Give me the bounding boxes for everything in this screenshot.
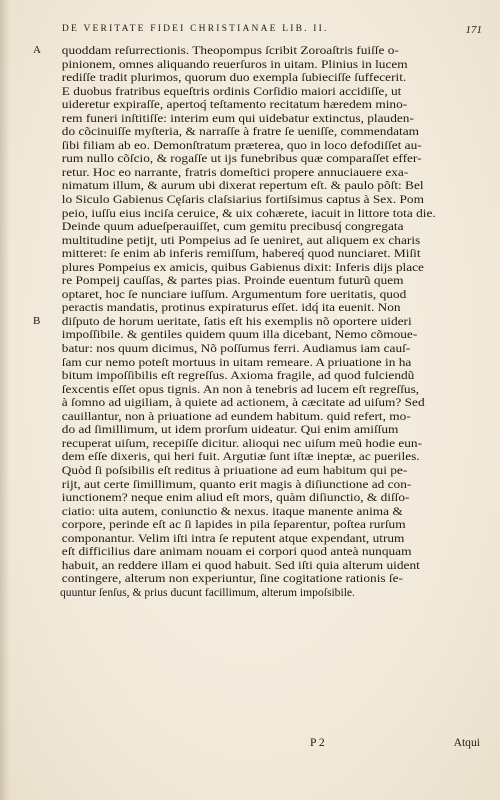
line-text: nimatum illum, & aurum ubi dixerat repertum eſt. & paulo pôſt: Bel xyxy=(61,179,424,193)
line-text: impoſſibile. & gentiles quidem quum illa dicebant, Nemo cõmoue- xyxy=(61,328,418,342)
text-line xyxy=(48,207,488,221)
page-footer xyxy=(60,736,480,752)
line-text: uideretur expiraſſe, apertoq́ teſtamento recitatum hæredem mino- xyxy=(61,98,408,112)
line-text: recuperat uiſum, recepiſſe dicitur. alioqui nec uiſum meũ hodie eun- xyxy=(61,436,423,450)
line-text: à ſomno ad uigiliam, à quiete ad actionem, à cæcitate ad uiſum? Sed xyxy=(61,396,425,410)
line-text: rem funeri inſtitiſſe: interim eum qui uidebatur extinctus, plauden- xyxy=(61,111,414,125)
line-text: contingere, alterum non experiuntur, ſine cogitatione rationis ſe- xyxy=(61,572,404,586)
line-text: habuit, an reddere illam ei quod habuit. Sed iſti quia alterum uident xyxy=(61,558,420,572)
text-line xyxy=(48,572,488,586)
line-text: dem eſſe dixeris, qui heri fuit. Argutiæ ſunt iſtæ ineptæ, ac pueriles. xyxy=(61,450,420,464)
text-line xyxy=(48,193,488,207)
text-line xyxy=(48,85,488,99)
line-text: mitteret: ſe enim ab inferis remiſſum, habereq́ quod nunciaret. Miſit xyxy=(61,247,421,261)
text-line xyxy=(48,98,488,112)
text-line xyxy=(48,234,488,248)
line-text: componantur. Velim iſti intra ſe reputent atque expendant, utrum xyxy=(61,531,405,545)
margin-section-letter: B xyxy=(33,314,41,327)
text-line xyxy=(48,505,488,519)
line-text: iunctionem? neque enim aliud eſt mors, quàm diſiunctio, & diſſo- xyxy=(61,491,410,505)
line-text: quoddam reſurrectionis. Theopompus ſcribit Zoroaſtris fuiſſe o- xyxy=(61,44,399,57)
text-line xyxy=(48,518,488,532)
binding-shadow xyxy=(0,0,10,800)
line-text: do ad ſimillimum, ut idem prorſum uideatur. Qui enim amiſſum xyxy=(61,423,399,437)
line-text: optaret, hoc ſe nunciare iuſſum. Argumentum fore ueritatis, quod xyxy=(61,287,407,301)
line-text: ciatio: uita autem, coniunctio & nexus. itaque manente anima & xyxy=(61,504,403,518)
text-line xyxy=(48,342,488,356)
line-text: ſexcentis eſſet opus tignis. An non à tenebris ad lucem eſt regreſſus, xyxy=(61,382,420,396)
text-line xyxy=(48,166,488,180)
line-text: retur. Hoc eo narrante, fratris domeſtici propere annuciauere exa- xyxy=(61,165,409,179)
line-text: peio, iuſſu eius inciſa ceruice, & uix cohærete, iacuit in littore tota die. xyxy=(61,206,436,220)
text-line xyxy=(48,301,488,315)
catchword: Atqui xyxy=(453,736,480,749)
line-text: bitum impoſſibilis eſt regreſſus. Axioma fragile, ad quod fulciendũ xyxy=(61,369,415,383)
text-line xyxy=(48,356,488,370)
line-text: re Pompeij cauſſas, & partes pias. Proinde euentum futurũ quem xyxy=(61,274,404,288)
line-text: do cõcinuiſſe myſteria, & narraſſe à fratre ſe ueniſſe, commendatam xyxy=(61,125,420,139)
text-line xyxy=(48,491,488,505)
line-text: rediſſe tradit plurimos, quorum duo exempla ſubieciſſe ſuffecerit. xyxy=(61,71,407,85)
text-line xyxy=(48,220,488,234)
line-text: lo Siculo Gabienus Cęſaris claſsiarius fortiſsimus captus à Sex. Pom xyxy=(61,193,424,207)
line-text: pinionem, omnes aliquando reuerſuros in uitam. Plinius in lucem xyxy=(61,57,408,71)
text-line xyxy=(48,125,488,139)
line-text: diſputo de horum ueritate, ſatis eſt his exemplis nõ oportere uideri xyxy=(61,314,412,328)
line-text: Quòd ſi poſsibilis eſt reditus à priuatione ad eum habitum qui pe- xyxy=(61,463,408,477)
line-text: rijt, aut certe ſimillimum, quanto erit magis à diſiunctione ad con- xyxy=(61,477,412,491)
text-line xyxy=(48,328,488,342)
line-text: Deinde quum adueſperauiſſet, cum gemitu precibusq́ congregata xyxy=(61,220,404,234)
text-line xyxy=(48,383,488,397)
text-line xyxy=(48,274,488,288)
text-line xyxy=(48,58,488,72)
text-line xyxy=(48,423,488,437)
text-line xyxy=(48,586,488,600)
text-line xyxy=(33,314,488,329)
text-line xyxy=(48,532,488,546)
line-text: cauillantur, non à priuatione ad eundem habitum. quid refert, mo- xyxy=(61,409,411,423)
margin-section-letter: A xyxy=(33,44,41,56)
text-line xyxy=(48,71,488,85)
line-text: ſam cur nemo poteſt mortuus in uitam remeare. A priuatione in ha xyxy=(61,355,412,369)
running-head xyxy=(62,24,482,40)
text-line xyxy=(48,478,488,492)
line-text: batur: nos quum dicimus, Nõ poſſumus ferri. Audiamus iam cauſ- xyxy=(61,342,411,356)
text-line xyxy=(48,179,488,193)
line-text: peractis mandatis, protinus expiraturus eſſet. idq́ ita euenit. Non xyxy=(61,301,401,315)
text-line xyxy=(48,261,488,275)
line-text: E duobus fratribus equeſtris ordinis Corſidio maiori accidiſſe, ut xyxy=(61,84,402,98)
line-text: corpore, perinde eſt ac ſi lapides in pila ſeparentur, poſtea rurſum xyxy=(61,518,406,532)
text-line xyxy=(48,247,488,261)
text-line xyxy=(33,44,488,58)
text-line xyxy=(48,545,488,559)
text-block xyxy=(33,44,488,599)
line-text: ſibi filiam ab eo. Demonſtratum præterea, quo in loco defodiſſet au- xyxy=(61,138,422,152)
line-text: quuntur ſenſus, & prius ducunt facillimum, alterum impoſsibile. xyxy=(60,585,355,599)
text-line xyxy=(48,437,488,451)
text-line xyxy=(48,112,488,126)
text-line xyxy=(48,559,488,573)
text-line xyxy=(48,396,488,410)
text-line xyxy=(48,288,488,302)
text-line xyxy=(48,152,488,166)
folio-number: 171 xyxy=(465,24,482,36)
line-text: rum nullo cõſcio, & rogaſſe ut ijs funebribus quæ comparaſſet effer- xyxy=(61,152,422,166)
text-line xyxy=(48,410,488,424)
line-text: eſt difficilius dare animam nouam ei corpori quod anteà nunquam xyxy=(61,545,412,559)
line-text: multitudine petijt, uti Pompeius ad ſe ueniret, aut aliquem ex charis xyxy=(61,233,421,247)
line-text: plures Pompeius ex amicis, quibus Gabienus dixit: Inferis dijs place xyxy=(61,260,424,274)
text-line xyxy=(48,369,488,383)
text-line xyxy=(48,464,488,478)
signature-mark: P 2 xyxy=(310,736,325,749)
text-line xyxy=(48,450,488,464)
text-line xyxy=(48,139,488,153)
running-title: DE VERITATE FIDEI CHRISTIANAE LIB. II. xyxy=(62,24,329,34)
